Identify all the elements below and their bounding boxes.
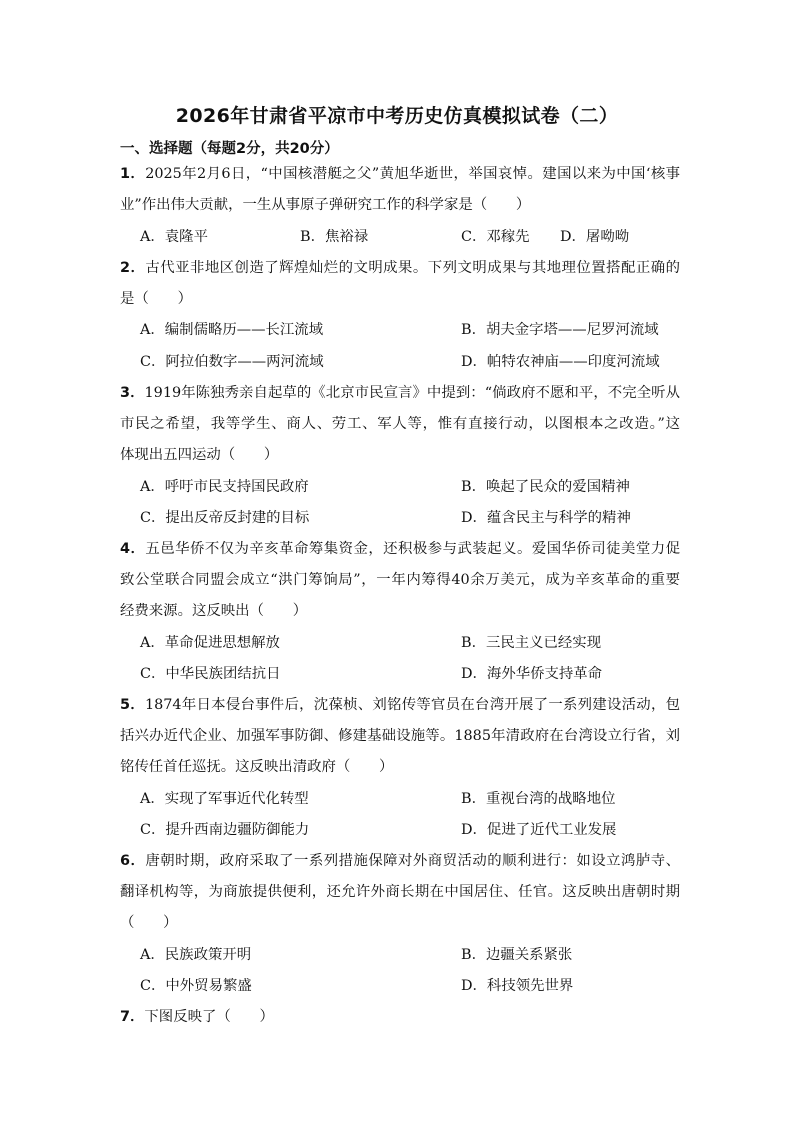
question-3-line-3: 体现出五四运动（ ）	[120, 447, 279, 463]
page-title: 2026年甘肃省平凉市中考历史仿真模拟试卷（二）	[175, 105, 619, 127]
question-5-option-d[interactable]: D．促进了近代工业发展	[461, 822, 617, 838]
question-1-line-2: 业”作出伟大贡献，一生从事原子弹研究工作的科学家是（ ）	[120, 197, 531, 213]
question-4-option-c[interactable]: C．中华民族团结抗日	[140, 666, 281, 682]
question-6-line-3: （ ）	[120, 915, 178, 931]
question-6-option-b[interactable]: B．边疆关系紧张	[461, 947, 573, 963]
question-6-option-d[interactable]: D．科技领先世界	[461, 978, 574, 994]
question-1-option-d[interactable]: D．屠呦呦	[560, 229, 630, 245]
question-5-line-1: 5．1874年日本侵台事件后，沈葆桢、刘铭传等官员在台湾开展了一系列建设活动，包	[120, 697, 680, 713]
question-7-line-1: 7．下图反映了（ ）	[120, 1009, 274, 1025]
question-4-option-a[interactable]: A．革命促进思想解放	[140, 635, 280, 651]
question-5-option-a[interactable]: A．实现了军事近代化转型	[140, 791, 309, 807]
question-1-option-b[interactable]: B．焦裕禄	[300, 229, 369, 245]
question-5-option-b[interactable]: B．重视台湾的战略地位	[461, 791, 616, 807]
question-4-line-2: 致公堂联合同盟会成立“洪门筹饷局”，一年内筹得40余万美元，成为辛亥革命的重要	[120, 572, 680, 588]
question-2-line-2: 是（ ）	[120, 291, 192, 307]
question-4-option-b[interactable]: B．三民主义已经实现	[461, 635, 602, 651]
question-3-line-2: 市民之希望，我等学生、商人、劳工、军人等，惟有直接行动，以图根本之改造。”这	[120, 416, 680, 432]
question-6-line-1: 6．唐朝时期，政府采取了一系列措施保障对外商贸活动的顺利进行：如设立鸿胪寺、	[120, 853, 680, 869]
section-heading: 一、选择题（每题2分，共20分）	[120, 141, 339, 157]
question-2-option-a[interactable]: A．编制儒略历——长江流域	[140, 322, 324, 338]
question-5-option-c[interactable]: C．提升西南边疆防御能力	[140, 822, 310, 838]
question-5-line-3: 铭传任首任巡抚。这反映出清政府（ ）	[120, 759, 394, 775]
question-3-option-a[interactable]: A．呼吁市民支持国民政府	[140, 479, 309, 495]
question-6-option-a[interactable]: A．民族政策开明	[140, 947, 252, 963]
question-2-option-c[interactable]: C．阿拉伯数字——两河流域	[140, 354, 324, 370]
question-6-line-2: 翻译机构等，为商旅提供便利，还允许外商长期在中国居住、任官。这反映出唐朝时期	[120, 884, 680, 900]
question-3-line-1: 3．1919年陈独秀亲自起草的《北京市民宣言》中提到：“倘政府不愿和平，不完全听从	[120, 385, 680, 401]
question-2-option-b[interactable]: B．胡夫金字塔——尼罗河流域	[461, 322, 659, 338]
question-3-option-b[interactable]: B．唤起了民众的爱国精神	[461, 479, 630, 495]
question-1-option-c[interactable]: C．邓稼先	[461, 229, 530, 245]
question-5-line-2: 括兴办近代企业、加强军事防御、修建基础设施等。1885年清政府在台湾设立行省，刘	[120, 728, 680, 744]
question-1-option-a[interactable]: A．袁隆平	[140, 229, 208, 245]
question-2-option-d[interactable]: D．帕特农神庙——印度河流域	[461, 354, 660, 370]
question-6-option-c[interactable]: C．中外贸易繁盛	[140, 978, 252, 994]
question-4-option-d[interactable]: D．海外华侨支持革命	[461, 666, 603, 682]
question-4-line-1: 4．五邑华侨不仅为辛亥革命筹集资金，还积极参与武装起义。爱国华侨司徒美堂力促	[120, 541, 680, 557]
question-3-option-c[interactable]: C．提出反帝反封建的目标	[140, 510, 310, 526]
question-3-option-d[interactable]: D．蕴含民主与科学的精神	[461, 510, 631, 526]
question-1-line-1: 1．2025年2月6日，“中国核潜艇之父”黄旭华逝世，举国哀悼。建国以来为中国‘核事	[120, 166, 681, 182]
question-2-line-1: 2．古代亚非地区创造了辉煌灿烂的文明成果。下列文明成果与其地理位置搭配正确的	[120, 260, 680, 276]
question-4-line-3: 经费来源。这反映出（ ）	[120, 603, 308, 619]
